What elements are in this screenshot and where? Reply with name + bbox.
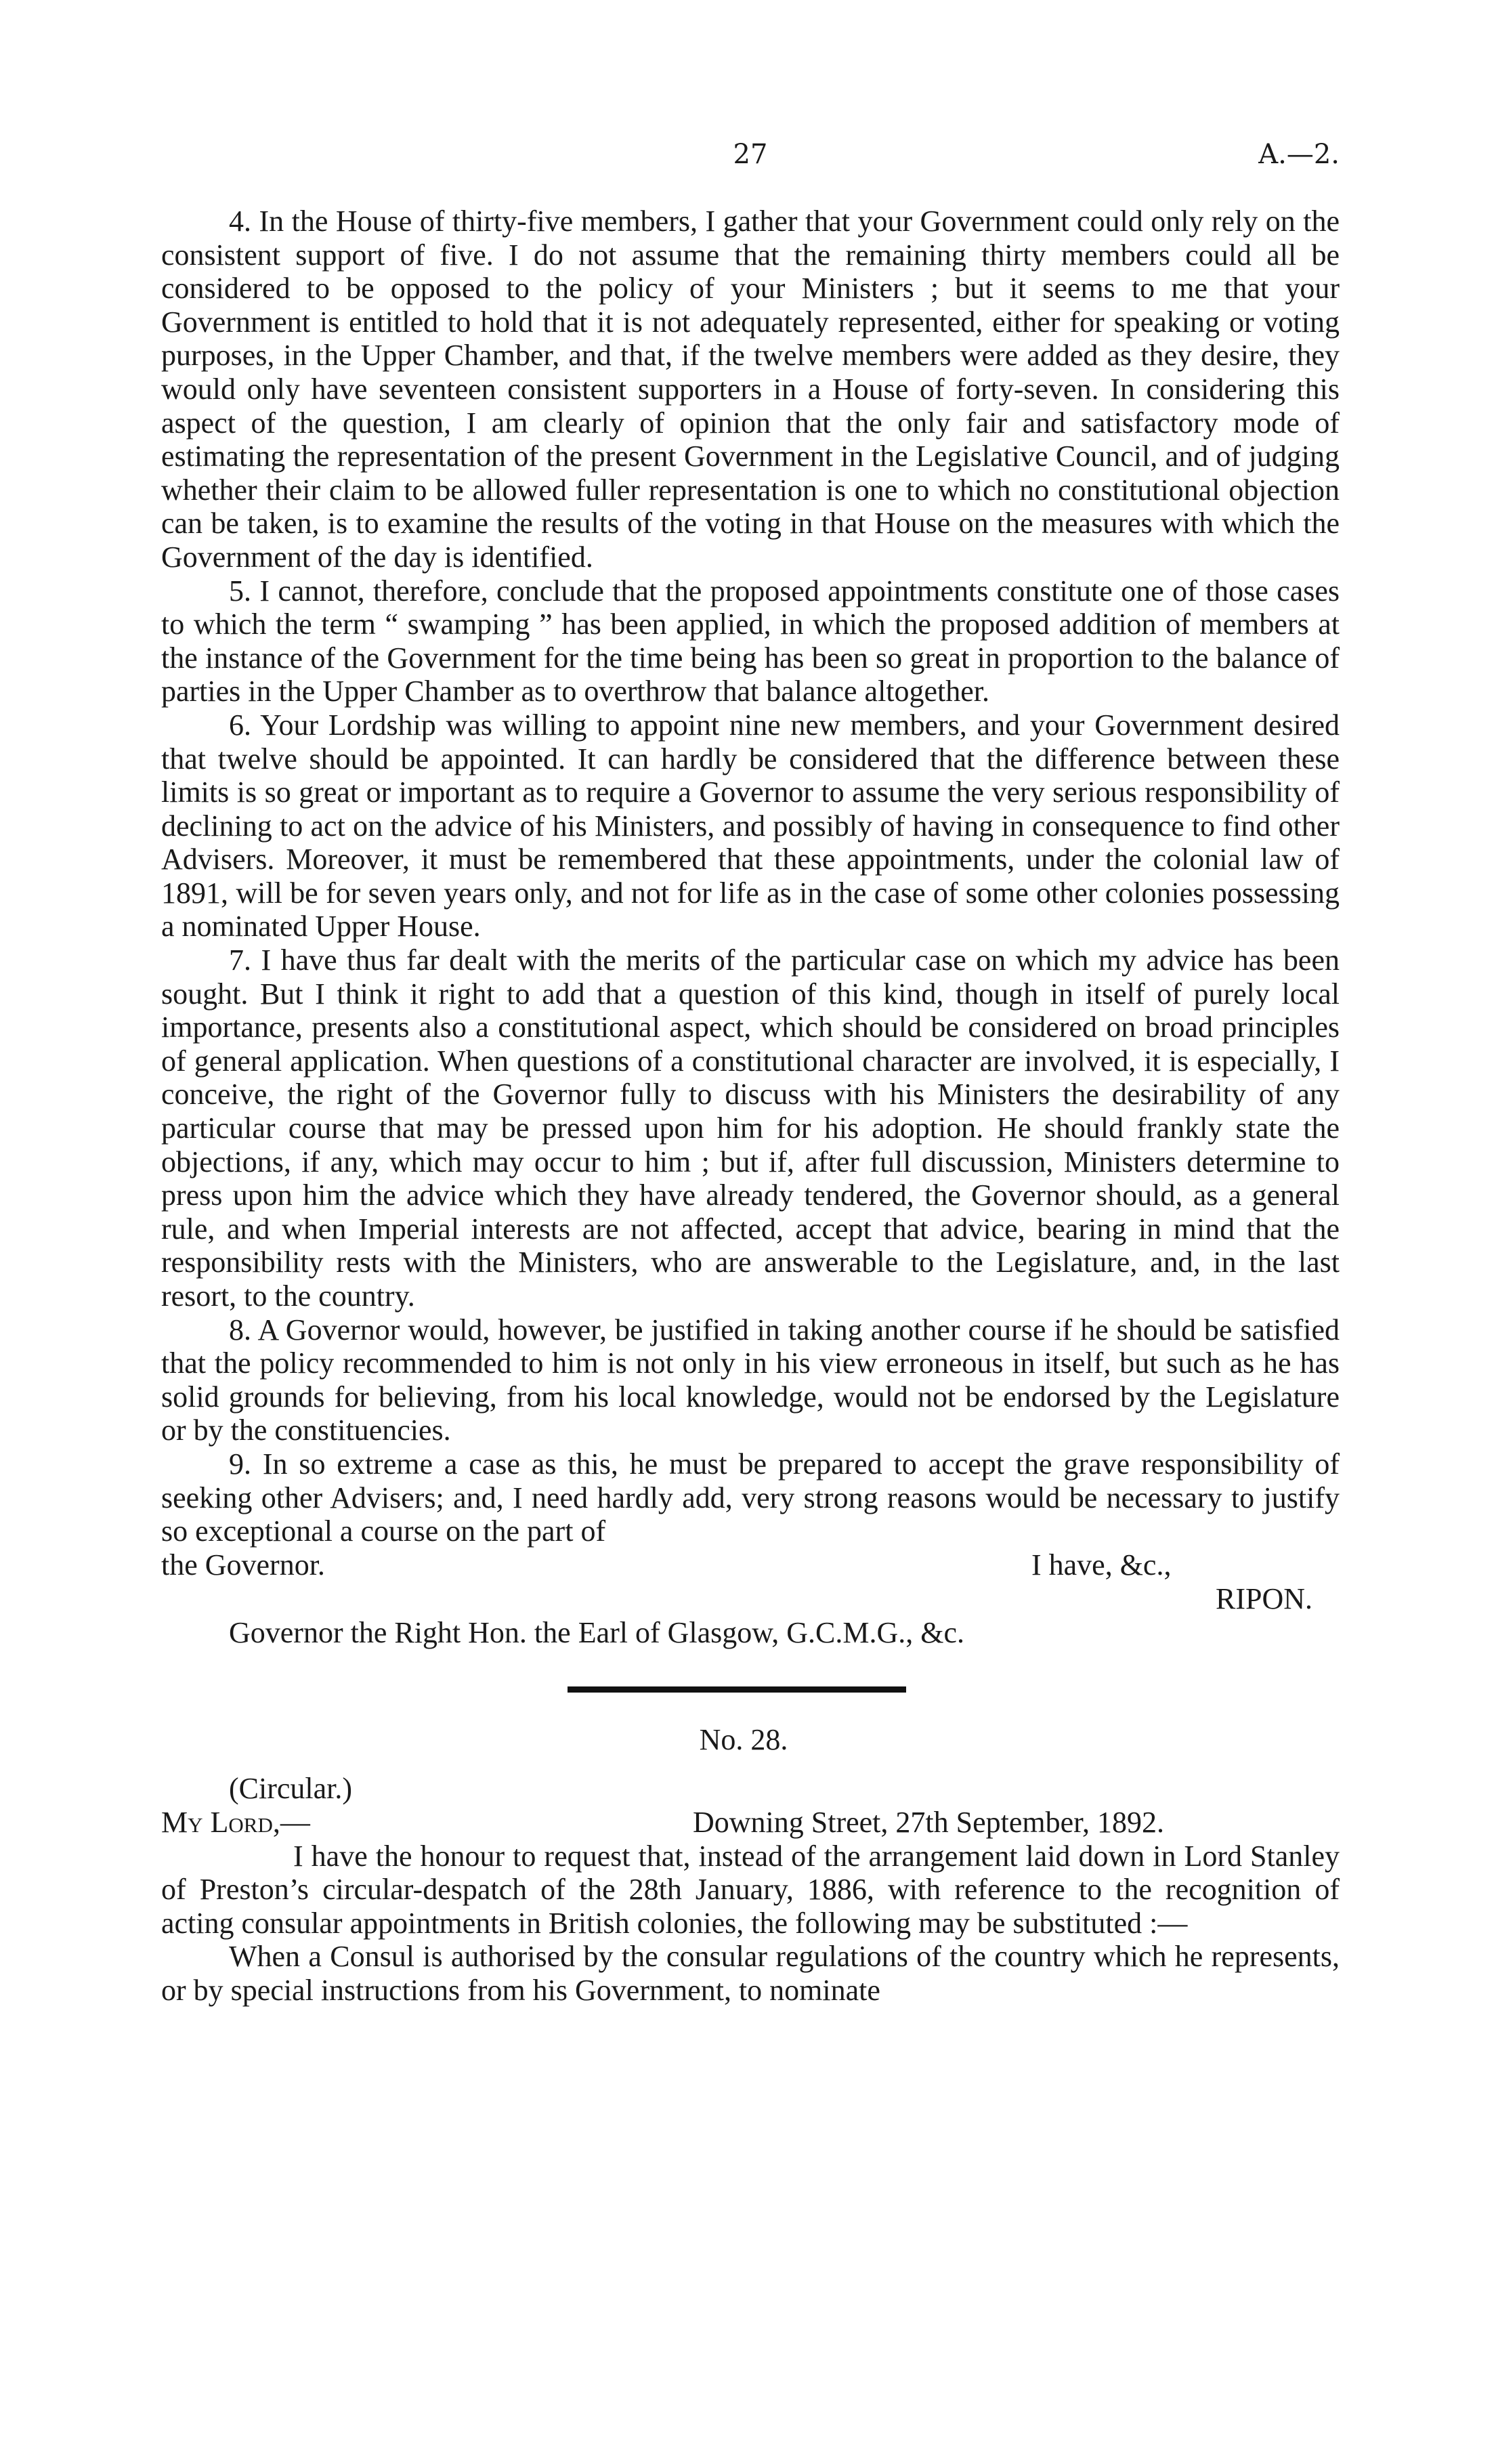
salutation-line [161, 1806, 1340, 1840]
paragraph-8: 8. A Governor would, however, be justified in taking another course if he should be satisfied that the policy recommended to him is not only in his view erroneous in itself, but such as he has solid grounds for believing, from his local knowledge, would not be endorsed by the Legislature or by the constituencies. [161, 1313, 1340, 1447]
paragraph-9-end: the Governor. [161, 1548, 325, 1581]
paragraph-9: 9. In so extreme a case as this, he must be prepared to accept the grave responsibility of seeking other Advisers; and, I need hardly add, very strong reasons would be necessary to justify so exceptional a course on the part of [161, 1447, 1340, 1548]
page-header [161, 139, 1340, 179]
page-number: 27 [733, 139, 768, 170]
dateline: Downing Street, 27th September, 1892. [693, 1805, 1165, 1839]
letter-closing [161, 1548, 1340, 1616]
document-reference: A.—2. [1258, 139, 1340, 170]
body-text [161, 205, 1340, 2008]
paragraph-5: 5. I cannot, therefore, conclude that the proposed appointments constitute one of those cases to which the term “ swamping ” has been applied, in which the proposed addition of members at the instance of the Government for the time being has been so great in proportion to the balance of parties in the Upper Chamber as to overthrow that balance altogether. [161, 574, 1340, 708]
paragraph-6: 6. Your Lordship was willing to appoint nine new members, and your Government desired that twelve should be appointed. It can hardly be considered that the difference between these limits is so great or important as to require a Governor to assume the very serious responsibility of declining to act on the advice of his Ministers, and possibly of having in consequence to find other Advisers. Moreover, it must be remembered that these appointments, under the colonial law of 1891, will be for seven years only, and not for life as in the case of some other colonies possessing a nominated Upper House. [161, 708, 1340, 943]
section-divider [568, 1686, 906, 1693]
dispatch-number: No. 28. [699, 1723, 788, 1757]
signature: RIPON. [1215, 1581, 1312, 1615]
dispatch-paragraph-2: When a Consul is authorised by the consular regulations of the country which he represents, or by special instructions from his Government, to nominate [161, 1940, 1340, 2007]
closing-phrase: I have, &c., [1031, 1548, 1172, 1581]
paragraph-7: 7. I have thus far dealt with the merits of the particular case on which my advice has been sought. But I think it right to add that a question of this kind, though in itself of purely local importance, presents also a constitutional aspect, which should be considered on broad principles of general application. When questions of a constitutional character are involved, it is especially, I conceive, the right of the Governor fully to discuss with his Ministers the desirability of any particular course that may be pressed upon him for his adoption. He should frankly state the objections, if any, which may occur to him ; but if, after full discussion, Ministers determine to press upon him the advice which they have already tendered, the Governor should, as a general rule, and when Imperial interests are not affected, accept that advice, bearing in mind that the responsibility rests with the Ministers, who are answerable to the Legislature, and, in the last resort, to the country. [161, 943, 1340, 1313]
salutation: My Lord,— [161, 1805, 310, 1839]
addressee: Governor the Right Hon. the Earl of Glasgow, G.C.M.G., &c. [229, 1615, 964, 1649]
paragraph-4: 4. In the House of thirty-five members, I gather that your Government could only rely on the consistent support of five. I do not assume that the remaining thirty members could all be considered to be opposed to the policy of your Ministers ; but it seems to me that your Government is entitled to hold that it is not adequately represented, either for speaking or voting purposes, in the Upper Chamber, and that, if the twelve members were added as they desire, they would only have seventeen consistent supporters in a House of forty-seven. In considering this aspect of the question, I am clearly of opinion that the only fair and satisfactory mode of estimating the representation of the present Government in the Legislative Council, and of judging whether their claim to be allowed fuller representation is one to which no constitutional objection can be taken, is to examine the results of the voting in that House on the measures with which the Government of the day is identified. [161, 205, 1340, 574]
circular-label: (Circular.) [229, 1771, 353, 1805]
dispatch-paragraph-1: I have the honour to request that, instead of the arrangement laid down in Lord Stanley of Preston’s circular-despatch of the 28th January, 1886, with reference to the recognition of acting consular appointments in British colonies, the following may be substituted :— [161, 1839, 1340, 1940]
